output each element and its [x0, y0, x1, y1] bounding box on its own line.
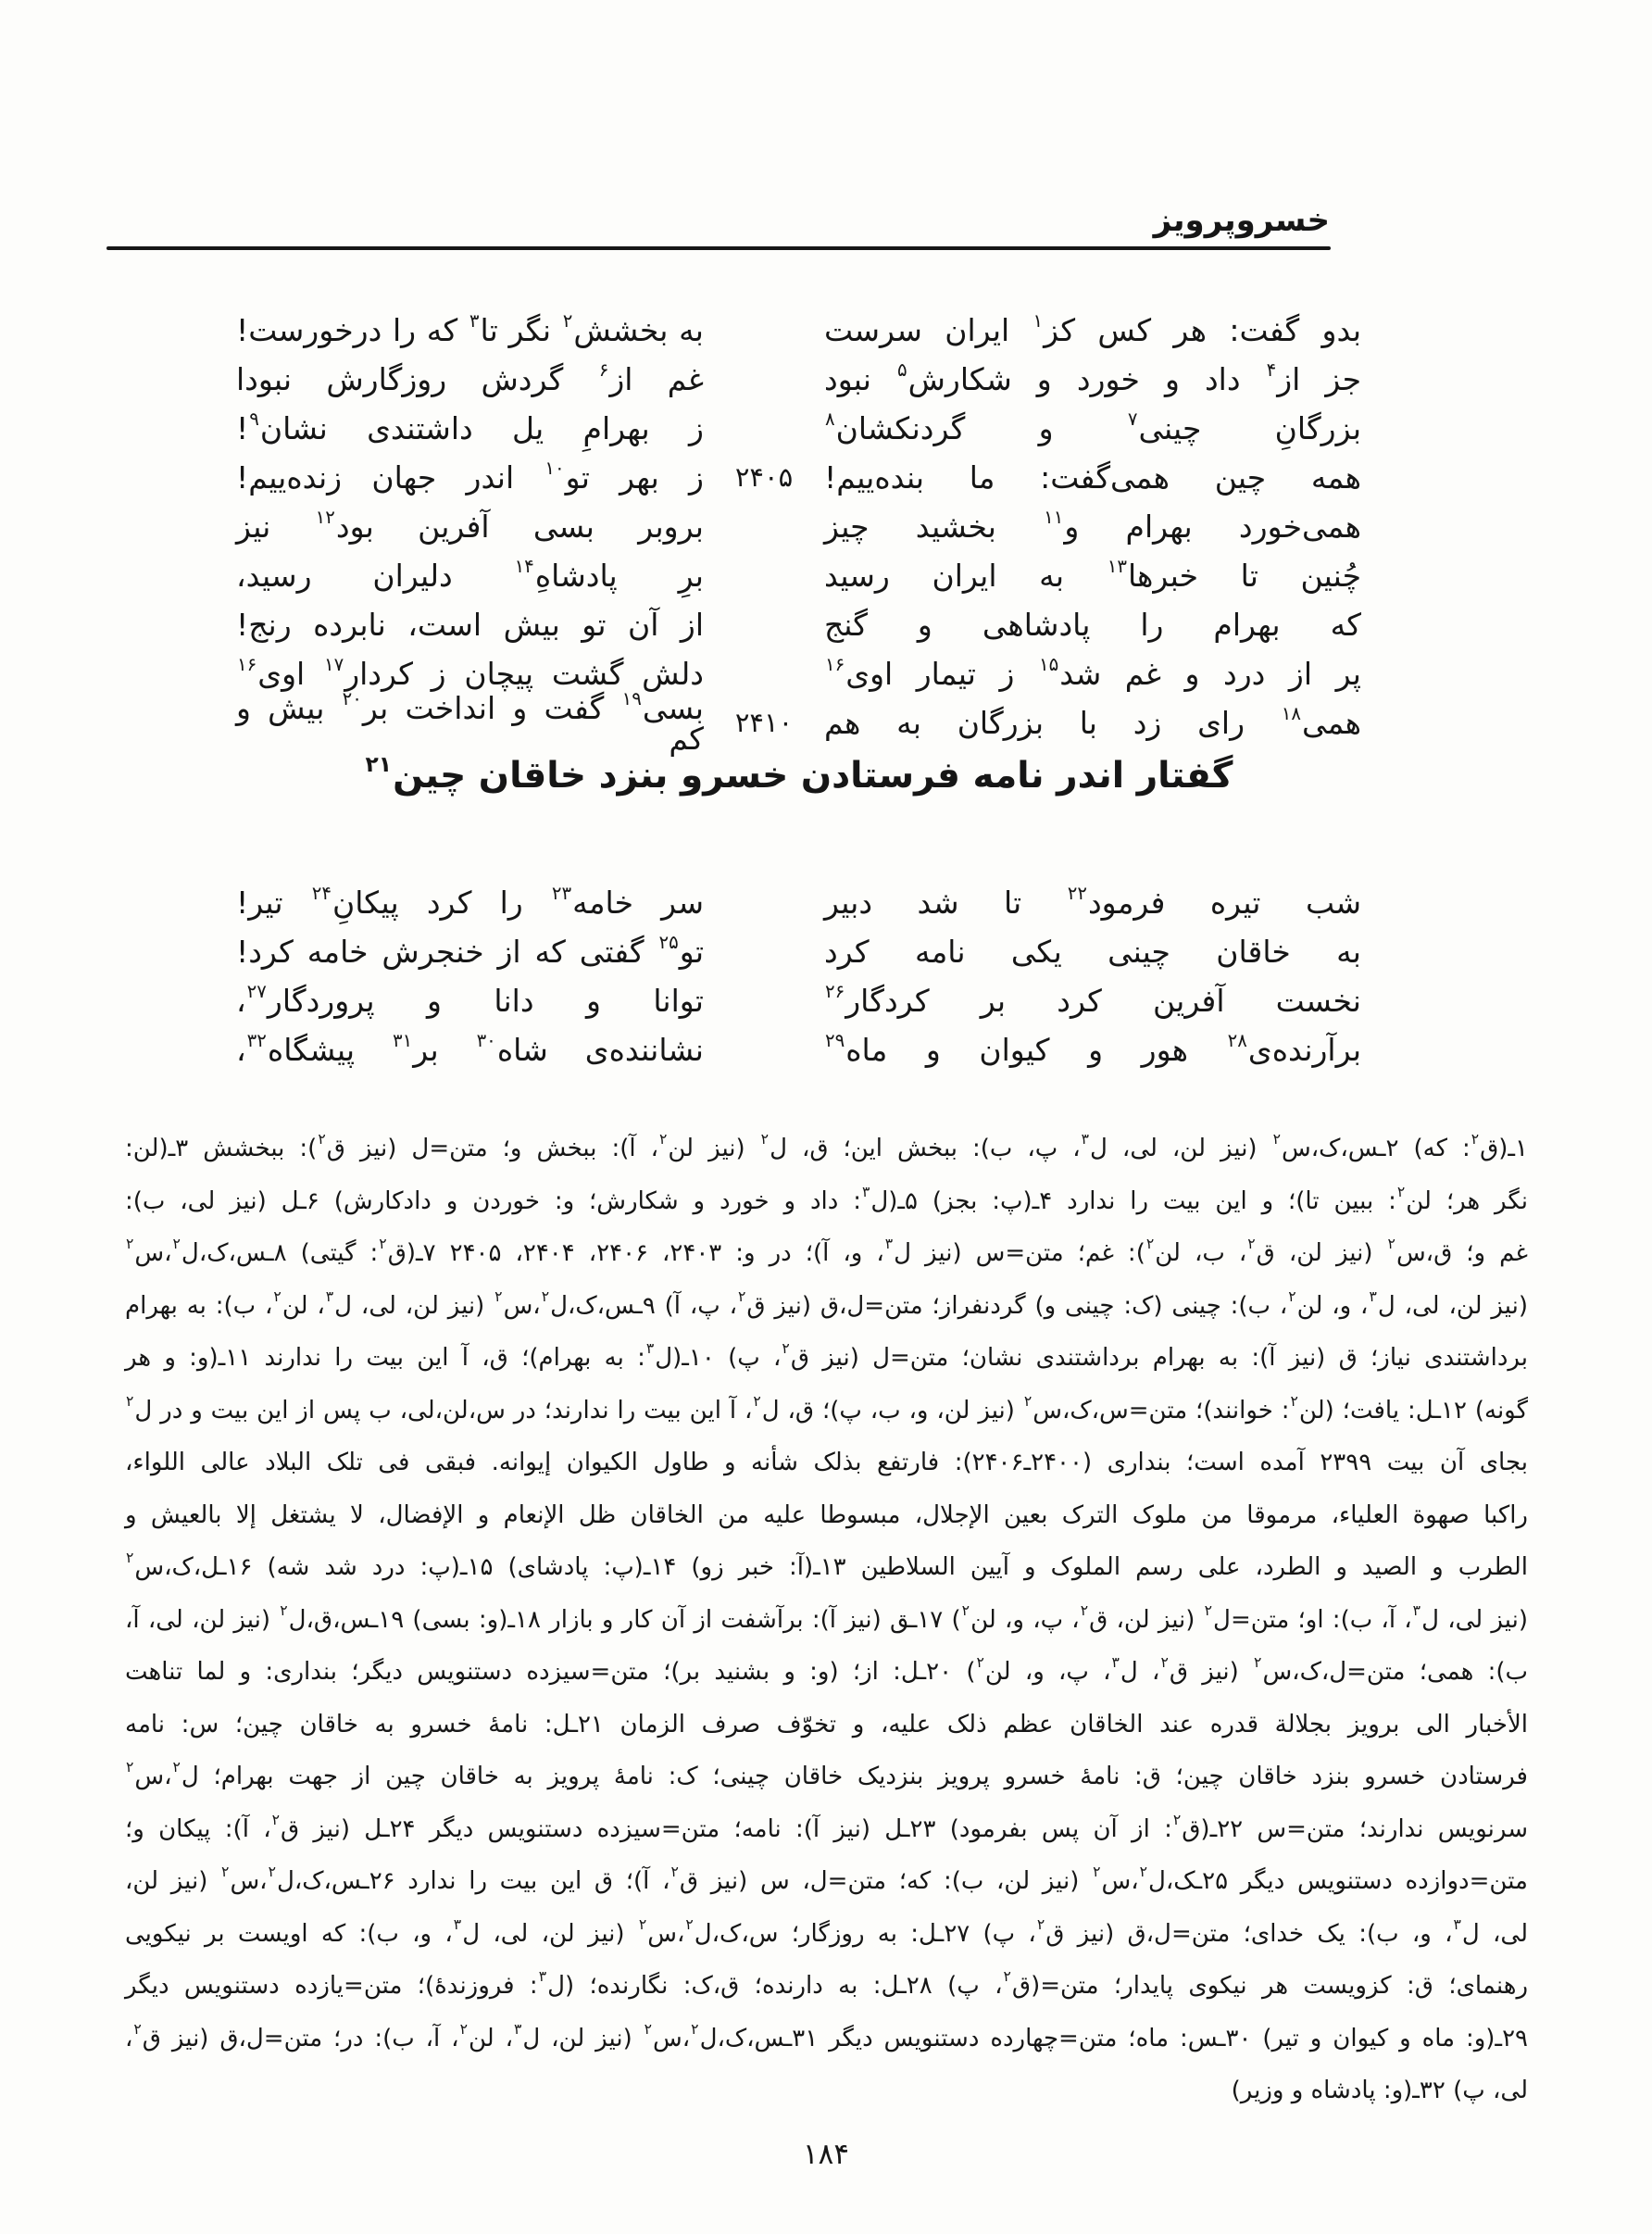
footnote-ref: ۲ — [379, 1236, 387, 1253]
footnote-ref: ۲۳ — [551, 883, 572, 904]
footnotes-block — [125, 1123, 1528, 2117]
verse-row — [236, 600, 1361, 649]
footnote-ref: ۳۰ — [476, 1030, 496, 1051]
footnote-ref: ۲ — [1254, 1654, 1262, 1672]
footnote-ref: ۲ — [172, 1236, 181, 1253]
footnote-ref: ۲ — [644, 2020, 653, 2038]
footnote-line: رهنمای؛ ق: کزویست هر نیکوی پایدار؛ متن=(ق$^۲$، پ) ۲۸ـل: به دارنده؛ ق،ک: نگارنده؛ (ل$^۳$: فروزندهٔ)؛ متن=یازده دستنویس دیگر — [125, 1968, 1528, 2000]
footnote-ref: ۳ — [1453, 1915, 1461, 1933]
verse-row — [236, 502, 1361, 551]
verse-row — [236, 1025, 1361, 1074]
hemistich-left: بسی$^{۱۹}$ گفت و انداخت بر$^{۲۰}$ بیش و کم — [236, 687, 704, 757]
hemistich-left: تو$^{۲۵}$ گفتی که از خنجرش خامه کرد! — [236, 932, 704, 970]
hemistich-left: برِ پادشاهِ$^{۱۴}$ دلیران رسید، — [236, 556, 704, 594]
footnote-ref: ۲ — [273, 1287, 282, 1305]
footnote-ref: ۲ — [1093, 1864, 1101, 1881]
footnote-ref: ۳۲ — [246, 1030, 267, 1051]
footnote-ref: ۲ — [172, 1759, 181, 1776]
footnote-ref: ۵ — [896, 359, 907, 381]
footnote-ref: ۲ — [760, 1131, 770, 1148]
footnote-ref: ۲ — [1139, 1864, 1147, 1881]
footnote-ref: ۳ — [325, 1287, 334, 1305]
hemistich-left: نشاننده‌ی شاه$^{۳۰}$ بر$^{۳۱}$ پیشگاه$^{۳۲}$، — [236, 1030, 704, 1068]
hemistich-right: شب تیره فرمود$^{۲۲}$ تا شد دبیر — [824, 883, 1362, 921]
verse-number: ۲۴۱۰ — [734, 707, 794, 738]
verse-row — [236, 453, 1361, 502]
footnote-ref: ۲ — [541, 1287, 550, 1305]
footnote-ref: ۲ — [562, 310, 573, 332]
verse-row — [236, 551, 1361, 600]
footnote-line: ب): همی؛ متن=ل،ک،س$^۲$ (نیز ق$^۲$، ل$^۳$، پ، و، لن$^۲$) ۲۰ـل: از؛ (و: و بشنید بر)؛ متن=سیزده دستنویس دیگر؛ بنداری: و لما تناهت — [125, 1654, 1528, 1686]
footnote-ref: ۲ — [126, 1759, 134, 1776]
hemistich-right: جز از$^۴$ داد و خورد و شکارش$^۵$ نبود — [824, 359, 1361, 397]
hemistich-right: همی‌خورد بهرام و$^{۱۱}$ بخشید چیز — [824, 507, 1361, 545]
footnote-line: نگر هر؛ لن$^۲$: ببین تا)؛ و این بیت را ندارد ۴ـ(پ: بجز) ۵ـ(ل$^۳$: داد و خورد و شکارش؛ و: خوردن و دادکارش) ۶ـل (نیز لی، ب): — [125, 1183, 1528, 1215]
footnote-ref: ۲ — [1023, 1392, 1032, 1410]
hemistich-right: بدو گفت: هر کس کز$^۱$ ایران سرست — [824, 310, 1361, 348]
hemistich-right: به خاقان چینی یکی نامه کرد — [824, 934, 1361, 970]
footnote-line: بجای آن بیت ۲۳۹۹ آمده است؛ بنداری (۲۴۰۰ـ۲۴۰۶): فارتفع بذلک شأنه و طاول الکیوان إیوانه. فبقی فی تلک البلاد عالی اللواء، — [125, 1449, 1529, 1476]
verse-number: ۲۴۰۵ — [734, 461, 794, 493]
footnote-ref: ۲۵ — [658, 932, 679, 953]
footnote-ref: ۳ — [1081, 1131, 1090, 1148]
footnote-ref: ۲ — [126, 1236, 134, 1253]
verse-row — [236, 306, 1361, 355]
hemistich-right: برآرنده‌ی$^{۲۸}$ هور و کیوان و ماه$^{۲۹}$ — [825, 1030, 1361, 1068]
footnote-ref: ۱۵ — [1039, 654, 1059, 675]
footnote-ref: ۲۲ — [1067, 883, 1087, 904]
footnote-ref: ۲ — [1003, 1968, 1011, 1986]
footnote-ref: ۳ — [538, 1968, 547, 1986]
verse-row — [236, 687, 1361, 757]
footnote-ref: ۲ — [1145, 1236, 1155, 1253]
footnote-ref: ۳ — [1111, 1654, 1120, 1672]
header-rule-divider — [106, 246, 1331, 250]
footnote-ref: ۲ — [1036, 1915, 1045, 1933]
footnote-ref: ۲ — [738, 1287, 746, 1305]
footnote-ref: ۲ — [782, 1340, 790, 1358]
footnote-line: ۱ـ(ق$^۲$: که) ۲ـس،ک،س$^۲$ (نیز لن، لی، ل$^۳$، پ، ب): ببخش این؛ ق، ل$^۲$ (نیز لن$^۲$، آ): ببخش و؛ متن=ل (نیز ق$^۲$): ببخشش ۳ـ(لن: — [125, 1131, 1529, 1162]
verse-row — [236, 355, 1361, 404]
footnote-ref: ۹ — [249, 408, 259, 430]
footnote-ref: ۲۸ — [1227, 1030, 1247, 1051]
footnote-ref: ۱۸ — [1281, 703, 1301, 724]
footnote-ref: ۲ — [1204, 1601, 1213, 1619]
footnote-ref: ۱۷ — [323, 654, 344, 675]
footnote-ref: ۲۷ — [246, 981, 267, 1002]
footnote-line: غم و؛ ق،س$^۲$ (نیز لن، ق$^۲$، ب، لن$^۲$): غم؛ متن=س (نیز ل$^۳$، و، آ)؛ در و: ۲۴۰۳، ۲۴۰۶، ۲۴۰۴، ۲۴۰۵ ۷ـ(ق$^۲$: گیتی) ۸ـس،ک،ل$^۲$،س$^۲$ — [126, 1236, 1528, 1267]
hemistich-left: دلش گشت پیچان ز کردار$^{۱۷}$ اوی$^{۱۶}$ — [237, 654, 704, 692]
verse-row — [236, 878, 1361, 927]
page-number: ۱۸۴ — [803, 2138, 849, 2171]
footnote-line: (نیز لی، ل$^۳$، آ، ب): او؛ متن=ل$^۲$ (نیز لن، ق$^۲$، پ، و، لن$^۲$) ۱۷ـق (نیز آ): برآشفت از آن کار و بازار ۱۸ـ(و: بسی) ۱۹ـس،ق،ل$^۲$ (نیز لن، لی، آ، — [125, 1601, 1528, 1634]
footnote-ref: ۳ — [861, 1183, 870, 1200]
footnote-ref: ۲ — [494, 1287, 503, 1305]
footnote-ref: ۳ — [1412, 1601, 1421, 1619]
footnote-ref: ۳ — [469, 310, 480, 332]
footnote-ref: ۲ — [1080, 1601, 1089, 1619]
footnote-ref: ۳ — [453, 1915, 462, 1933]
footnote-ref: ۸ — [825, 408, 835, 430]
hemistich-left: توانا و دانا و پروردگار$^{۲۷}$، — [236, 981, 704, 1019]
footnote-ref: ۲ — [126, 1392, 134, 1410]
verse-block-2 — [236, 878, 1361, 1074]
footnote-ref: ۳ — [513, 2020, 522, 2038]
hemistich-right: بزرگانِ چینی$^۷$ و گردنکشان$^۸$ — [825, 408, 1361, 446]
footnote-ref: ۲۶ — [825, 981, 845, 1002]
verse-row — [236, 976, 1361, 1025]
footnote-ref: ۲ — [976, 1654, 984, 1672]
footnote-line: برداشتندی نیاز؛ ق (نیز آ): به بهرام برداشتندی نشان؛ متن=ل (نیز ق$^۲$، پ) ۱۰ـ(ل$^۳$: به بهرام)؛ ق، آ این بیت را ندارند ۱۱ـ(و: و هر — [125, 1340, 1529, 1372]
footnote-ref: ۱۱ — [1044, 507, 1064, 528]
footnote-ref: ۲۹ — [825, 1030, 845, 1051]
footnote-ref: ۲۰ — [342, 687, 362, 709]
footnote-ref: ۲ — [280, 1601, 288, 1619]
footnote-ref: ۲ — [1247, 1236, 1256, 1253]
footnote-ref: ۲ — [221, 1864, 230, 1881]
footnote-line: الطرب و الصید و الطرد، علی رسم الملوک و آیین السلاطین ۱۳ـ(آ: خبر زو) ۱۴ـ(پ: پادشای) ۱۵ـ(پ: درد شد شه) ۱۶ـل،ک،س$^۲$ — [126, 1550, 1529, 1581]
footnote-ref: ۲ — [126, 1550, 134, 1567]
footnote-ref: ۳ — [884, 1236, 894, 1253]
footnote-ref: ۷ — [1127, 408, 1138, 430]
hemistich-left: سر خامه$^{۲۳}$ را کرد پیکانِ$^{۲۴}$ تیر! — [236, 883, 705, 921]
footnote-ref: ۲ — [691, 2020, 699, 2038]
hemistich-right: همه چین همی‌گفت: ما بنده‌ییم! — [824, 459, 1361, 496]
footnote-ref: ۲ — [670, 1864, 679, 1881]
hemistich-left: بروبر بسی آفرین بود$^{۱۲}$ نیز — [236, 507, 704, 545]
footnote-line: فرستادن خسرو بنزد خاقان چین؛ ق: نامهٔ خسرو پرویز بنزدیک خاقان چینی؛ ک: نامهٔ پرویز به خاقان چین از جهت بهرام؛ ل$^۲$،س$^۲$ — [126, 1759, 1528, 1790]
hemistich-right: که بهرام را پادشاهی و گنج — [824, 607, 1361, 643]
hemistich-left: ز بهر تو$^{۱۰}$ اندر جهان زنده‌ییم! — [236, 458, 704, 496]
footnote-ref: ۱۳ — [1107, 556, 1127, 577]
footnote-ref: ۲ — [638, 1915, 647, 1933]
footnote-ref: ۲ — [1160, 1654, 1169, 1672]
footnote-ref: ۲۱ — [365, 751, 393, 777]
footnote-line: راکبا صهوة العلیاء، مرموقا من ملوک الترک بعین الإجلال، مبسوطا علیه من الخاقان ظل الإنعام و الإفضال، لا یشتغل إلا بالعیش و — [125, 1500, 1528, 1529]
footnote-line: (نیز لن، لی، ل$^۳$، و، لن$^۲$، ب): چینی (ک: چینی و) گردنفراز؛ متن=ل،ق (نیز ق$^۲$، پ، آ) ۹ـس،ک،ل$^۲$،س$^۲$ (نیز لن، لی، ل$^۳$، لن$^۲$، ب): به بهرام — [125, 1287, 1528, 1320]
hemistich-left: به بخشش$^۲$ نگر تا$^۳$ که را درخورست! — [236, 310, 704, 348]
footnote-ref: ۱۲ — [315, 507, 335, 528]
footnote-ref: ۲ — [271, 1811, 280, 1828]
hemistich-right: پر از درد و غم شد$^{۱۵}$ ز تیمار اوی$^{۱۶}$ — [825, 654, 1361, 692]
running-head: خسروپرویز — [1153, 202, 1330, 239]
footnote-ref: ۲ — [1290, 1392, 1298, 1410]
footnote-ref: ۱۹ — [621, 687, 642, 709]
footnote-ref: ۲ — [753, 1392, 761, 1410]
footnote-ref: ۲ — [1387, 1236, 1395, 1253]
footnote-ref: ۳ — [1369, 1287, 1377, 1305]
verse-row — [236, 927, 1361, 976]
footnote-ref: ۱۰ — [544, 458, 565, 479]
footnote-ref: ۲ — [1396, 1183, 1406, 1200]
footnote-line: لی، پ) ۳۲ـ(و: پادشاه و وزیر) — [1231, 2077, 1528, 2104]
hemistich-left: ز بهرامِ یل داشتندی نشان$^۹$! — [236, 408, 704, 446]
footnote-ref: ۳۱ — [392, 1030, 413, 1051]
footnote-ref: ۲ — [659, 1131, 668, 1148]
hemistich-left: غم از$^۶$ گردش روزگارش نبودا — [236, 359, 704, 397]
footnote-line: لی، ل$^۳$، و، ب): یک خدای؛ متن=ل،ق (نیز ق$^۲$، پ) ۲۷ـل: به روزگار؛ س،ک،ل$^۲$،س$^۲$ (نیز لن، لی، ل$^۳$، و، ب): که اویست بر نیکویی — [125, 1915, 1529, 1948]
footnote-ref: ۲ — [961, 1601, 970, 1619]
footnote-ref: ۲ — [1272, 1131, 1281, 1148]
hemistich-right: چُنین تا خبرها$^{۱۳}$ به ایران رسید — [824, 556, 1361, 594]
footnote-ref: ۲۴ — [311, 883, 332, 904]
hemistich-left: از آن تو بیش است، نابرده رنج! — [236, 607, 704, 643]
footnote-ref: ۲ — [1288, 1287, 1296, 1305]
footnote-ref: ۲ — [1172, 1811, 1182, 1828]
footnote-ref: ۲ — [459, 2020, 468, 2038]
footnote-ref: ۲ — [685, 1915, 694, 1933]
footnote-ref: ۱۴ — [514, 556, 534, 577]
footnote-ref: ۲ — [268, 1864, 276, 1881]
verse-block-1 — [236, 306, 1361, 757]
footnote-line: الأخبار الی برویز بجلالة قدره عند الخاقان عظم ذلک علیه، و تخوّف صرف الزمان ۲۱ـل: نامهٔ خسرو به خاقان چین؛ س: نامه — [125, 1710, 1528, 1738]
footnote-line: ۲۹ـ(و: ماه و کیوان و تیر) ۳۰ـس: ماه؛ متن=چهارده دستنویس دیگر ۳۱ـس،ک،ل$^۲$،س$^۲$ (نیز لن، ل$^۳$، لن$^۲$، آ، ب): در؛ متن=ل،ق (نیز ق$^۲$، — [125, 2020, 1528, 2052]
section-heading: گفتار اندر نامه فرستادن خسرو بنزد خاقان چین$^{۲۱}$ — [365, 751, 1233, 797]
footnote-line: گونه) ۱۲ـل: یافت؛ (لن$^۲$: خوانند)؛ متن=س،ک،س$^۲$ (نیز لن، و، ب، پ)؛ ق، ل$^۲$، آ این بیت را ندارند؛ در س،لن،لی، ب پس از این بیت و در ل$^۲$ — [126, 1392, 1528, 1424]
footnote-ref: ۲ — [318, 1131, 326, 1148]
footnote-line: سرنویس ندارند؛ متن=س ۲۲ـ(ق$^۲$: از آن پس بفرمود) ۲۳ـل (نیز آ): نامه؛ متن=سیزده دستنویس دیگر ۲۴ـل (نیز ق$^۲$، آ): پیکان و؛ — [125, 1811, 1528, 1843]
footnote-ref: ۲ — [133, 2020, 142, 2038]
footnote-ref: ۱۶ — [237, 654, 257, 675]
hemistich-right: نخست آفرین کرد بر کردگار$^{۲۶}$ — [825, 981, 1361, 1019]
footnote-line: متن=دوازده دستنویس دیگر ۲۵ـک،ل$^۲$،س$^۲$ (نیز لن، ب): که؛ متن=ل، س (نیز ق$^۲$، آ)؛ ق این بیت را ندارد ۲۶ـس،ک،ل$^۲$،س$^۲$ (نیز لن، — [125, 1864, 1528, 1895]
footnote-ref: ۶ — [598, 359, 609, 381]
footnote-ref: ۱۶ — [825, 654, 845, 675]
hemistich-right: همی$^{۱۸}$ رای زد با بزرگان به هم — [824, 703, 1361, 741]
footnote-ref: ۲ — [1471, 1131, 1480, 1148]
footnote-ref: ۴ — [1266, 359, 1277, 381]
verse-row — [236, 404, 1361, 453]
footnote-ref: ۳ — [645, 1340, 655, 1358]
footnote-ref: ۱ — [1032, 310, 1044, 332]
